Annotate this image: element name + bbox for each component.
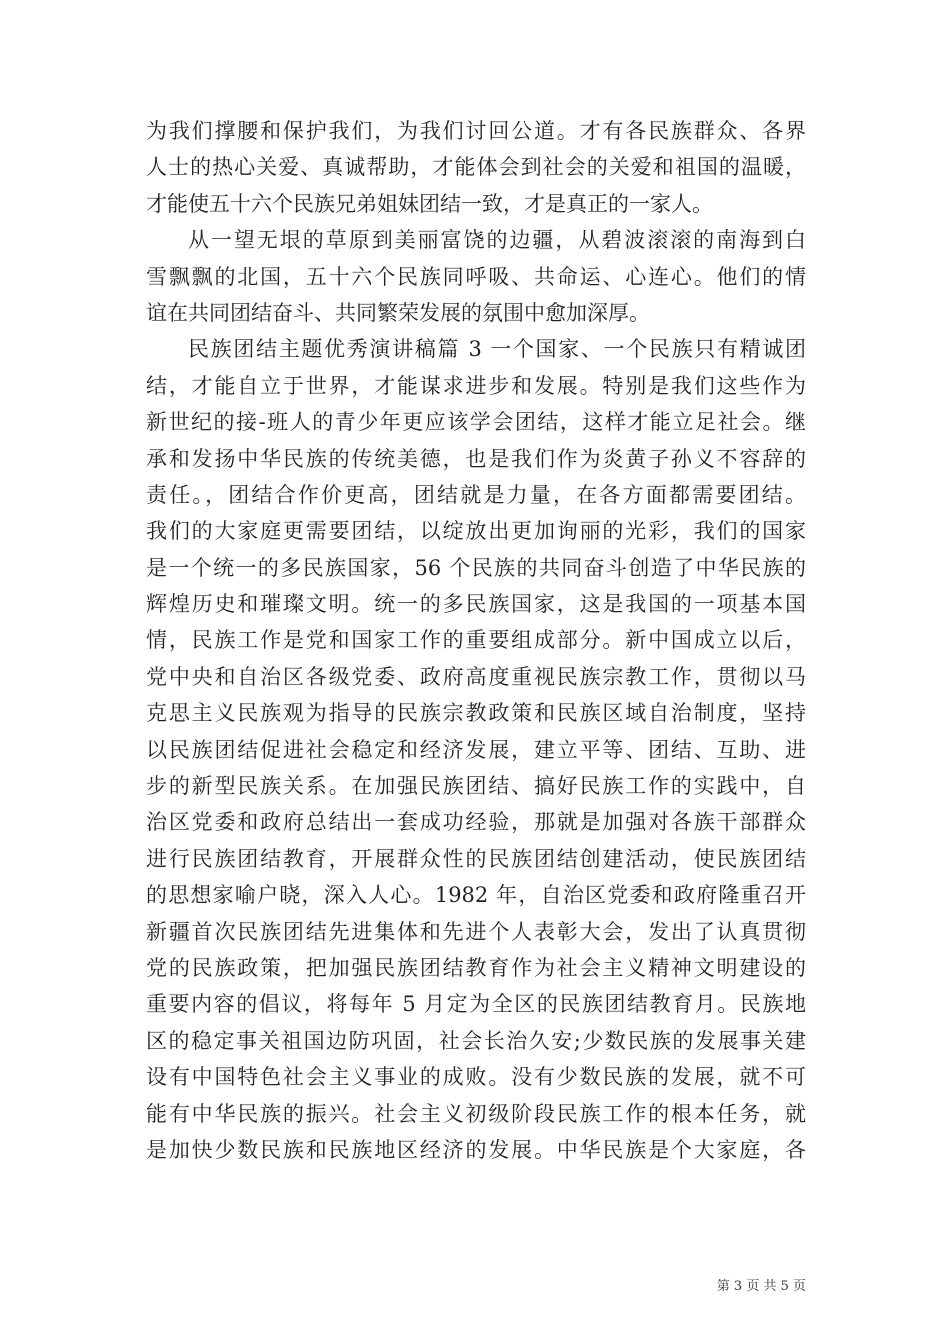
text-line: 克思主义民族观为指导的民族宗教政策和民族区域自治制度，坚持 [146, 701, 806, 726]
text-line: 为我们撑腰和保护我们，为我们讨回公道。才有各民族群众、各界 [146, 119, 806, 143]
text-line: 是一个统一的多民族国家，56 个民族的共同奋斗创造了中华民族的 [146, 555, 806, 580]
text-line: 党的民族政策，把加强民族团结教育作为社会主义精神文明建设的 [146, 955, 806, 980]
text-line: 治区党委和政府总结出一套成功经验，那就是加强对各族干部群众 [146, 810, 806, 835]
text-line: 以民族团结促进社会稳定和经济发展，建立平等、团结、互助、进 [146, 737, 806, 762]
text-line: 能有中华民族的振兴。社会主义初级阶段民族工作的根本任务，就 [146, 1101, 806, 1126]
text-line: 重要内容的倡议，将每年 5 月定为全区的民族团结教育月。民族地 [146, 992, 806, 1017]
text-line: 辉煌历史和璀璨文明。统一的多民族国家，这是我国的一项基本国 [146, 592, 806, 617]
text-line: 新世纪的接-班人的青少年更应该学会团结，这样才能立足社会。继 [146, 410, 806, 435]
text-line: 是加快少数民族和民族地区经济的发展。中华民族是个大家庭，各 [146, 1137, 806, 1162]
text-line: 进行民族团结教育，开展群众性的民族团结创建活动，使民族团结 [146, 846, 806, 871]
text-line: 谊在共同团结奋斗、共同繁荣发展的氛围中愈加深厚。 [146, 300, 650, 325]
page-number-footer: 第 3 页 共 5 页 [716, 1279, 806, 1294]
text-line: 责任。，团结合作价更高，团结就是力量，在各方面都需要团结。 [146, 482, 806, 507]
paragraph-2 [146, 222, 806, 331]
text-line: 人士的热心关爱、真诚帮助，才能体会到社会的关爱和祖国的温暖， [146, 155, 806, 180]
paragraph-1 [146, 113, 806, 222]
text-line: 承和发扬中华民族的传统美德，也是我们作为炎黄子孙义不容辞的 [146, 446, 806, 471]
text-line: 新疆首次民族团结先进集体和先进个人表彰大会，发出了认真贯彻 [146, 919, 806, 944]
text-line: 步的新型民族关系。在加强民族团结、搞好民族工作的实践中，自 [146, 774, 806, 799]
text-line: 我们的大家庭更需要团结，以绽放出更加询丽的光彩，我们的国家 [146, 519, 806, 544]
body-text [146, 113, 806, 1168]
text-line: 情，民族工作是党和国家工作的重要组成部分。新中国成立以后， [146, 628, 806, 653]
text-line: 党中央和自治区各级党委、政府高度重视民族宗教工作，贯彻以马 [146, 664, 806, 689]
text-line: 区的稳定事关祖国边防巩固，社会长治久安;少数民族的发展事关建 [146, 1028, 806, 1053]
text-line: 才能使五十六个民族兄弟姐妹团结一致，才是真正的一家人。 [146, 191, 713, 216]
text-line: 从一望无垠的草原到美丽富饶的边疆，从碧波滚滚的南海到白 [188, 228, 806, 253]
text-line: 民族团结主题优秀演讲稿篇 3 一个国家、一个民族只有精诚团 [188, 337, 806, 362]
paragraph-3 [146, 331, 806, 1168]
text-line: 设有中国特色社会主义事业的成败。没有少数民族的发展，就不可 [146, 1065, 806, 1090]
text-line: 结，才能自立于世界，才能谋求进步和发展。特别是我们这些作为 [146, 373, 806, 398]
text-line: 的思想家喻户晓，深入人心。1982 年，自治区党委和政府隆重召开 [146, 883, 806, 908]
text-line: 雪飘飘的北国，五十六个民族同呼吸、共命运、心连心。他们的情 [146, 264, 806, 289]
